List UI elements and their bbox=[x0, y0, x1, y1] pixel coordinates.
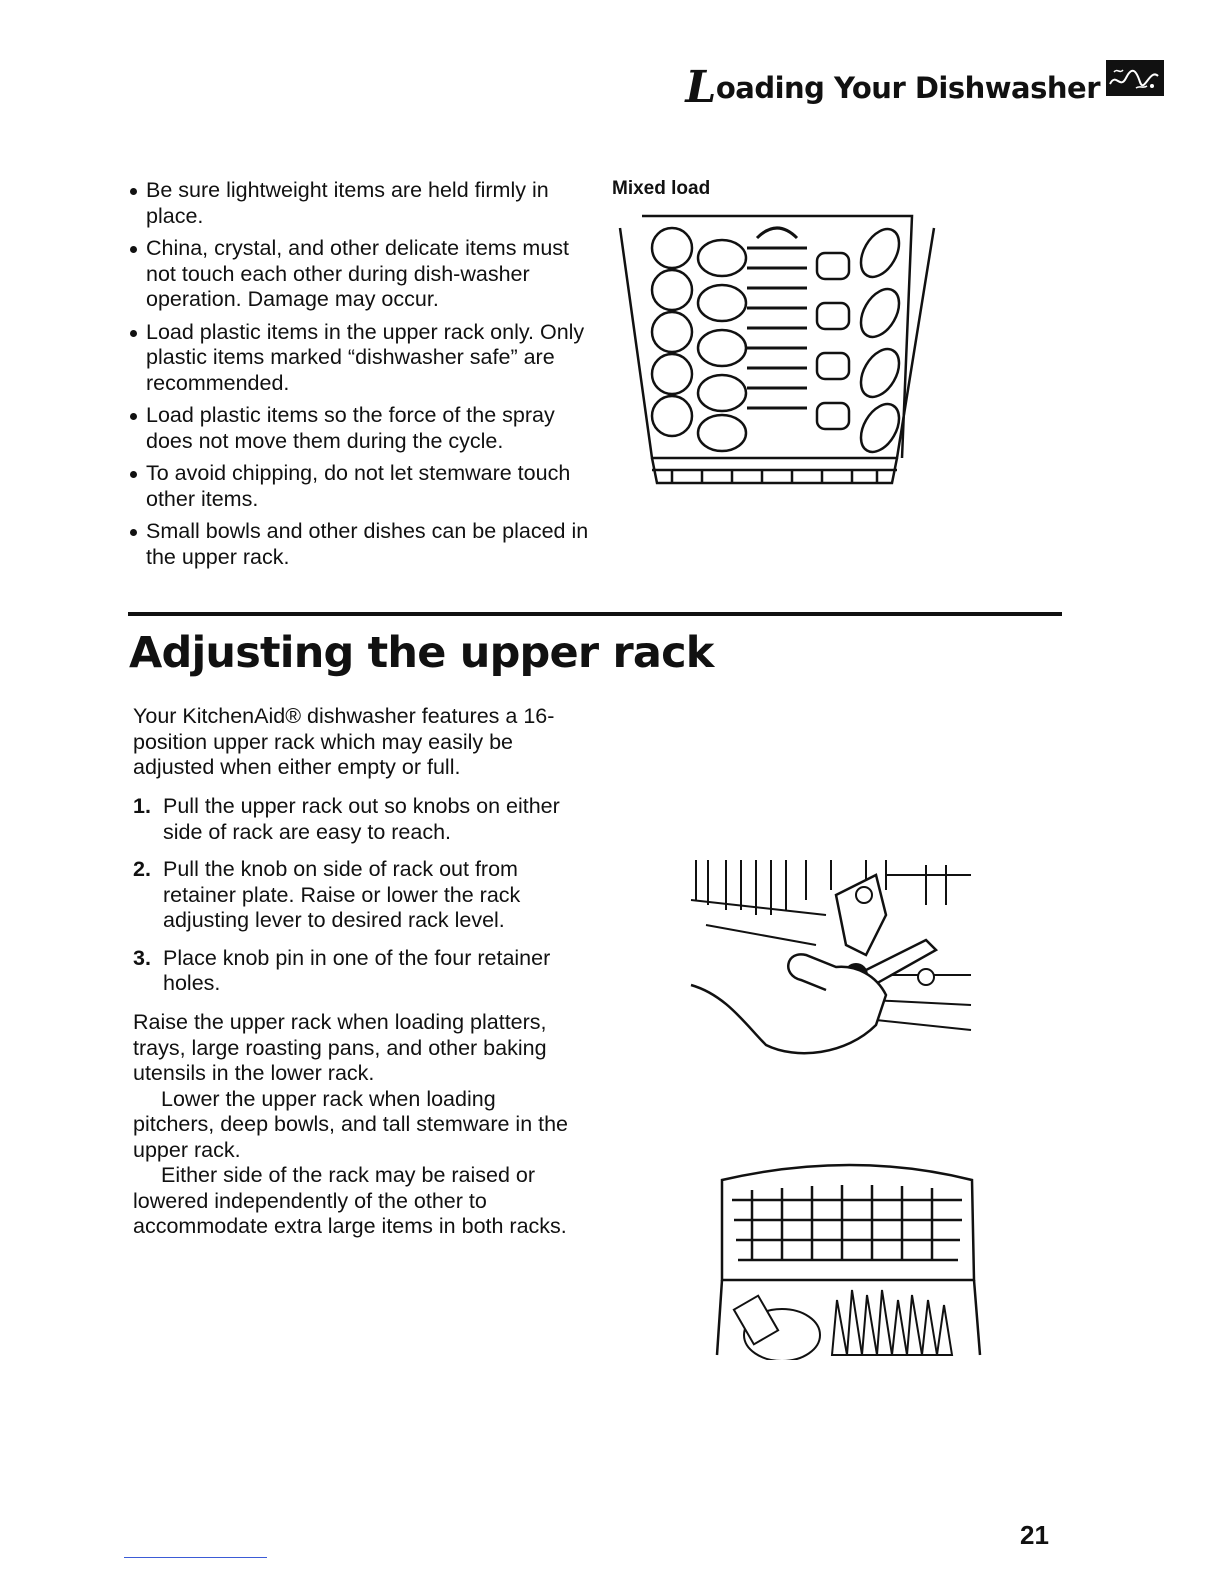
list-item bbox=[133, 794, 593, 845]
footer-rule bbox=[124, 1557, 267, 1558]
step-text: Pull the knob on side of rack out from retainer plate. Raise or lower the rack adjusting lever to desired rack level. bbox=[163, 857, 521, 932]
step-text: Place knob pin in one of the four retainer holes. bbox=[163, 945, 551, 995]
list-item: Load plastic items so the force of the spray does not move them during the cycle. bbox=[128, 403, 598, 454]
list-item: Be sure lightweight items are held firmly in place. bbox=[128, 178, 598, 229]
decorative-script-badge-icon bbox=[1106, 60, 1164, 96]
chapter-title-initial: L bbox=[685, 62, 716, 113]
chapter-title bbox=[685, 62, 1100, 113]
mixed-load-caption: Mixed load bbox=[612, 178, 711, 199]
adjustment-steps bbox=[133, 794, 593, 1009]
list-item: China, crystal, and other delicate items must not touch each other during dish-washer operation. Damage may occur. bbox=[128, 236, 598, 313]
step-number: 1. bbox=[133, 794, 151, 818]
section-divider bbox=[128, 612, 1062, 616]
list-item bbox=[133, 857, 593, 934]
page-number: 21 bbox=[1020, 1520, 1049, 1550]
step-text: Pull the upper rack out so knobs on either side of rack are easy to reach. bbox=[163, 794, 560, 844]
note-paragraph: Either side of the rack may be raised or lowered independently of the other to accommodate extra large items in both racks. bbox=[133, 1163, 567, 1238]
list-item: To avoid chipping, do not let stemware touch other items. bbox=[128, 461, 598, 512]
step-number: 3. bbox=[133, 945, 151, 970]
step-number: 2. bbox=[133, 857, 151, 881]
dish-rack-mixed-load-illustration bbox=[612, 208, 942, 498]
intro-paragraph: Your KitchenAid® dishwasher features a 16-position upper rack which may easily be adjusted when either empty or full. bbox=[133, 704, 555, 779]
list-item bbox=[133, 946, 593, 997]
loading-tips-list bbox=[128, 178, 598, 577]
list-item: Load plastic items in the upper rack only. Only plastic items marked “dishwasher safe” are recommended. bbox=[128, 320, 598, 397]
page-header bbox=[600, 52, 1170, 112]
hand-adjusting-rack-knob-illustration bbox=[686, 855, 986, 1060]
note-paragraph: Raise the upper rack when loading platters, trays, large roasting pans, and other baking utensils in the lower rack. bbox=[133, 1010, 547, 1085]
usage-notes bbox=[133, 1010, 573, 1240]
list-item: Small bowls and other dishes can be placed in the upper rack. bbox=[128, 519, 598, 570]
dishwasher-racks-illustration bbox=[712, 1160, 992, 1360]
note-paragraph: Lower the upper rack when loading pitchers, deep bowls, and tall stemware in the upper rack. bbox=[133, 1086, 569, 1162]
chapter-title-rest: oading Your Dishwasher bbox=[715, 71, 1100, 105]
section-title: Adjusting the upper rack bbox=[129, 628, 714, 678]
